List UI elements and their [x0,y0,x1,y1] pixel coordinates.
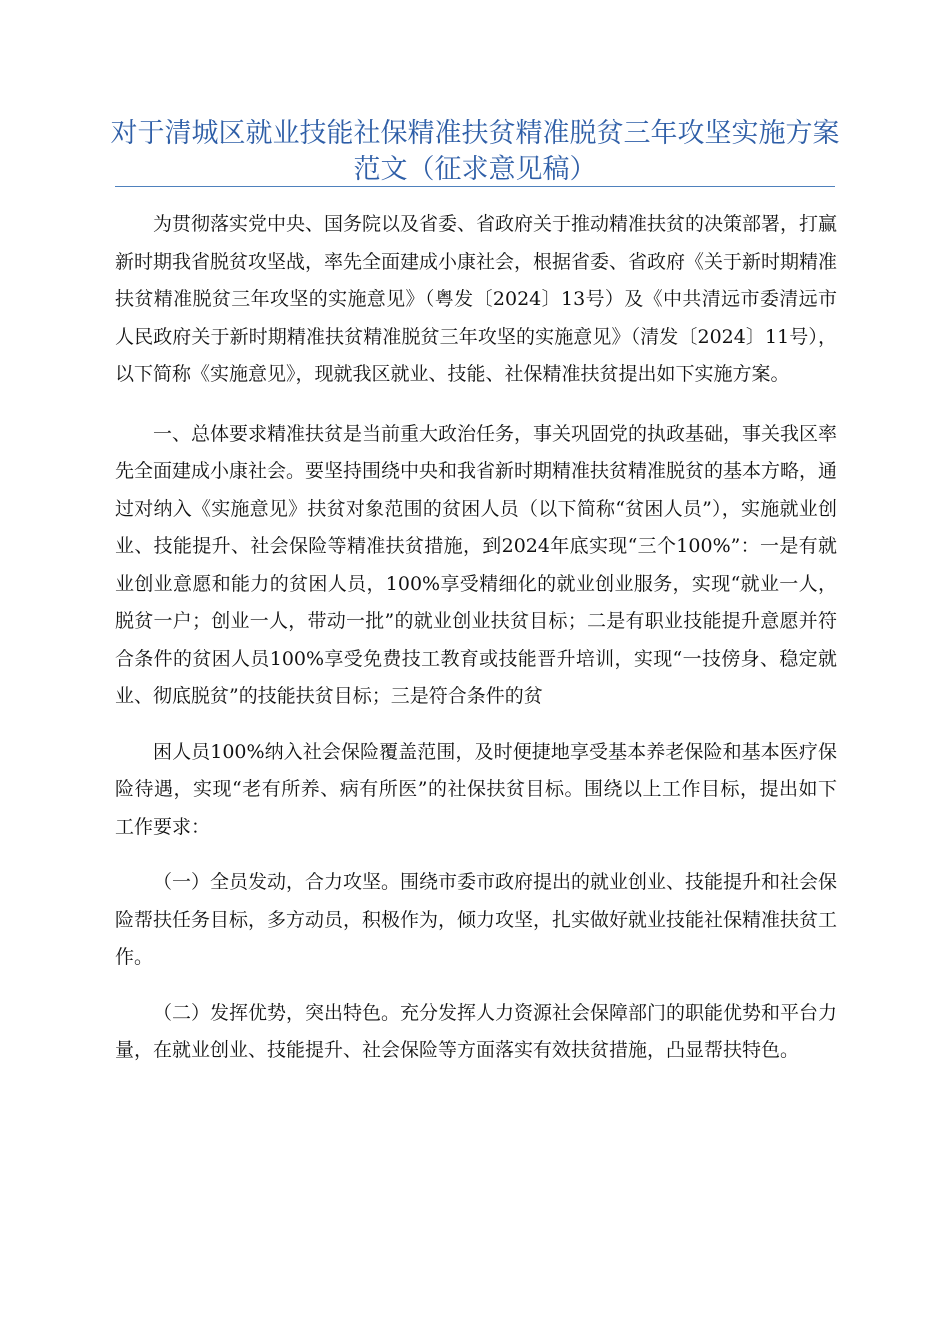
document-body [115,206,837,1070]
paragraph-social-security-goal: 困人员100%纳入社会保险覆盖范围，及时便捷地享受基本养老保险和基本医疗保险待遇，实现“老有所养、病有所医”的社保扶贫目标。围绕以上工作目标，提出如下工作要求： [115,740,837,838]
paragraph-general-requirements: 一、总体要求精准扶贫是当前重大政治任务，事关巩固党的执政基础，事关我区率先全面建成小康社会。要坚持围绕中央和我省新时期精准扶贫精准脱贫的基本方略，通过对纳入《实施意见》扶贫对象范围的贫困人员（以下简称“贫困人员”），实施就业创业、技能提升、社会保险等精准扶贫措施，到2024年底实现“三个100%”：一是有就业创业意愿和能力的贫困人员，100%享受精细化的就业创业服务，实现“就业一人，脱贫一户；创业一人，带动一批”的就业创业扶贫目标；二是有职业技能提升意愿并符合条件的贫困人员100%享受免费技工教育或技能晋升培训，实现“一技傍身、稳定就业、彻底脱贫”的技能扶贫目标；三是符合条件的贫 [115,422,838,707]
paragraph-advantages: （二）发挥优势，突出特色。充分发挥人力资源社会保障部门的职能优势和平台力量，在就业创业、技能提升、社会保险等方面落实有效扶贫措施，凸显帮扶特色。 [115,1001,838,1061]
title-underline [115,186,835,187]
paragraph-intro: 为贯彻落实党中央、国务院以及省委、省政府关于推动精准扶贫的决策部署，打赢新时期我省脱贫攻坚战，率先全面建成小康社会，根据省委、省政府《关于新时期精准扶贫精准脱贫三年攻坚的实施意见》（粤发〔2024〕13号）及《中共清远市委清远市人民政府关于新时期精准扶贫精准脱贫三年攻坚的实施意见》（清发〔2024〕11号），以下简称《实施意见》，现就我区就业、技能、社保精准扶贫提出如下实施方案。 [115,213,838,385]
document-title: 对于清城区就业技能社保精准扶贫精准脱贫三年攻坚实施方案范文（征求意见稿） [110,118,840,185]
paragraph-mobilization: （一）全员发动，合力攻坚。围绕市委市政府提出的就业创业、技能提升和社会保险帮扶任务目标，多方动员，积极作为，倾力攻坚，扎实做好就业技能社保精准扶贫工作。 [115,871,838,968]
